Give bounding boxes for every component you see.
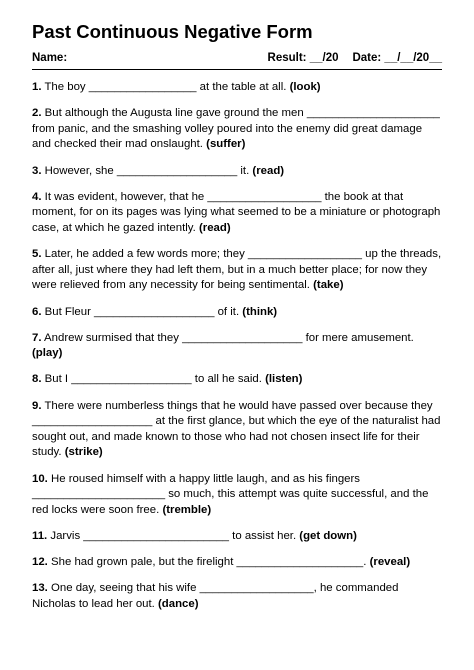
question-list [32,80,442,613]
question-4 [32,190,442,237]
verb-hint: (play) [32,347,63,360]
question-text: Andrew surmised that they ___________________ for mere amusement. [44,331,414,344]
question-text: One day, seeing that his wife __________________, he commanded Nicholas to lead her out. [32,582,399,610]
question-13 [32,581,442,612]
question-text: It was evident, however, that he __________________ the book at that moment, for on its pages was lying what seemed to be a miniature or photograph case, at which he gazed intently. [32,190,441,234]
question-2 [32,106,442,153]
question-number: 12. [32,556,48,569]
question-number: 1. [32,81,42,93]
header-right [268,50,442,66]
question-number: 9. [32,399,42,412]
question-text: But although the Augusta line gave ground the men _____________________ from panic, and the smashing volley poured into the enemy did great damage and checked their mad onslaught. [32,107,440,151]
question-text: He roused himself with a happy little laugh, and as his fingers _____________________ so much, this attempt was quite successful, and the red locks were soon free. [32,472,429,516]
verb-hint: (take) [313,279,344,292]
question-number: 3. [32,164,42,177]
verb-hint: (get down) [299,530,357,542]
question-text: However, she ___________________ it. [44,164,250,177]
question-number: 4. [32,190,42,203]
name-label: Name: [32,52,68,64]
verb-hint: (think) [242,305,278,318]
verb-hint: (reveal) [369,556,411,569]
question-8 [32,372,442,388]
question-text: But Fleur ___________________ of it. [44,305,240,318]
question-text: She had grown pale, but the firelight ____________________. [51,556,367,569]
verb-hint: (read) [198,221,231,234]
verb-hint: (strike) [64,446,103,459]
date-label: Date: __/__/20__ [352,52,442,64]
question-11 [32,529,442,545]
question-number: 13. [32,582,48,595]
verb-hint: (suffer) [206,138,246,151]
page-title: Past Continuous Negative Form [32,21,313,42]
question-number: 5. [32,248,42,261]
question-number: 2. [32,107,42,120]
header-row [32,50,442,66]
verb-hint: (dance) [158,597,199,610]
question-number: 7. [32,331,42,344]
verb-hint: (listen) [265,373,303,386]
question-number: 11. [32,530,48,542]
result-label: Result: __/20 [267,52,339,64]
verb-hint: (look) [289,81,321,93]
question-7 [32,331,442,362]
verb-hint: (read) [252,164,285,177]
question-text: Later, he added a few words more; they __________________ up the threads, after all, just where they had left them, but in a much better place; for now they were relieved from any necessity for being sentimental. [32,248,442,292]
question-3 [32,164,442,180]
question-text: Jarvis _______________________ to assist her. [50,530,297,542]
question-5 [32,247,442,294]
question-9 [32,399,442,461]
question-1 [32,80,442,96]
question-number: 8. [32,373,42,386]
question-number: 6. [32,305,42,318]
verb-hint: (tremble) [162,503,212,516]
question-text: The boy _________________ at the table at all. [44,81,287,93]
question-10 [32,472,442,519]
question-6 [32,305,442,321]
header-divider [32,69,442,70]
question-text: There were numberless things that he would have passed over because they ___________________ at the first glance, but which the eye of the naturalist had sought out, and made known to those who had not chosen insect life for their study. [32,399,441,459]
question-12 [32,555,442,571]
question-text: But I ___________________ to all he said. [44,373,262,386]
question-number: 10. [32,472,48,485]
